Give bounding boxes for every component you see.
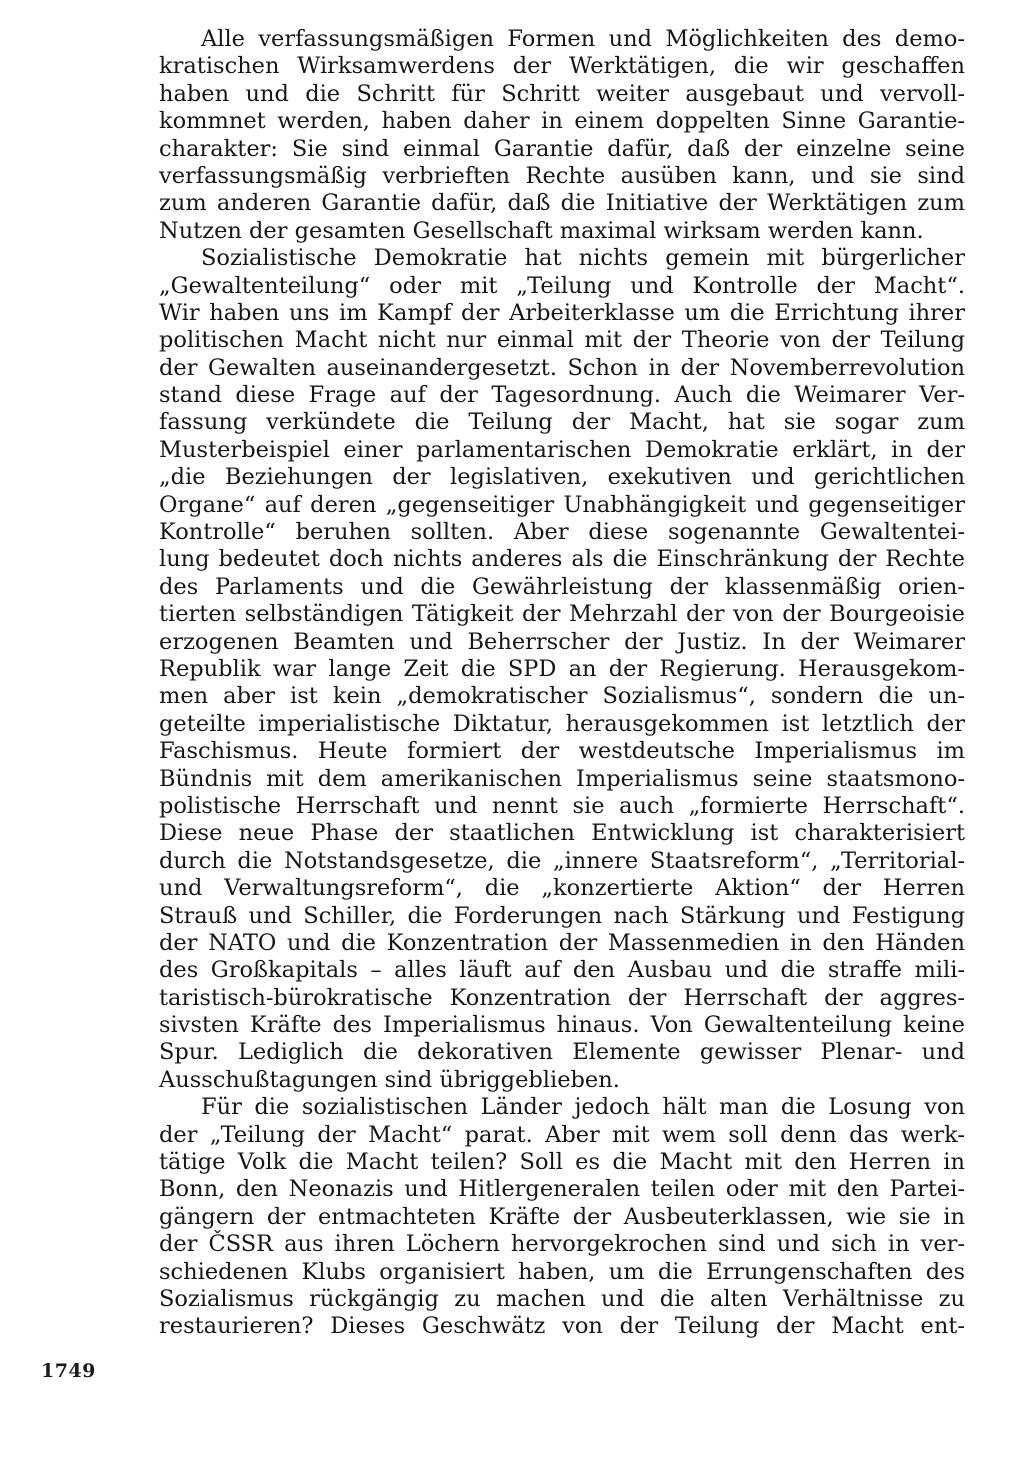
text-line: Sozialistische Demokratie hat nichts gemein mit bürgerlicher xyxy=(201,245,965,272)
text-line: der „Teilung der Macht“ parat. Aber mit wem soll denn das werk- xyxy=(159,1121,965,1148)
text-line: taristisch-bürokratische Konzentration der Herrschaft der aggres- xyxy=(159,984,965,1011)
paragraph-3 xyxy=(159,1094,965,1341)
text-line: geteilte imperialistische Diktatur, herausgekommen ist letztlich der xyxy=(159,710,965,737)
text-line: der Gewalten auseinandergesetzt. Schon in der Novemberrevolution xyxy=(159,354,965,381)
text-line: erzogenen Beamten und Beherrscher der Justiz. In der Weimarer xyxy=(159,628,965,655)
text-line: haben und die Schritt für Schritt weiter ausgebaut und vervoll- xyxy=(159,80,965,107)
text-line: tätige Volk die Macht teilen? Soll es die Macht mit den Herren in xyxy=(159,1149,965,1176)
text-line: polistische Herrschaft und nennt sie auch „formierte Herrschaft“. xyxy=(159,792,965,819)
text-line: Faschismus. Heute formiert der westdeutsche Imperialismus im xyxy=(159,738,965,765)
text-line: des Parlaments und die Gewährleistung der klassenmäßig orien- xyxy=(159,573,965,600)
text-line: sivsten Kräfte des Imperialismus hinaus. Von Gewaltenteilung keine xyxy=(159,1012,965,1039)
text-line: politischen Macht nicht nur einmal mit der Theorie von der Teilung xyxy=(159,327,965,354)
text-line: „die Beziehungen der legislativen, exekutiven und gerichtlichen xyxy=(159,464,965,491)
page-number: 1749 xyxy=(41,1360,96,1382)
body-text xyxy=(159,26,965,1341)
text-line: charakter: Sie sind einmal Garantie dafür, daß der einzelne seine xyxy=(159,135,965,162)
text-line: Spur. Lediglich die dekorativen Elemente gewisser Plenar- und xyxy=(159,1039,965,1066)
text-line: kratischen Wirksamwerdens der Werktätigen, die wir geschaffen xyxy=(159,53,965,80)
text-line: men aber ist kein „demokratischer Sozialismus“, sondern die un- xyxy=(159,683,965,710)
text-line: Wir haben uns im Kampf der Arbeiterklasse um die Errichtung ihrer xyxy=(159,299,965,326)
text-line: Für die sozialistischen Länder jedoch hält man die Losung von xyxy=(201,1094,965,1121)
text-line: Bündnis mit dem amerikanischen Imperialismus seine staatsmono- xyxy=(159,765,965,792)
text-line: Diese neue Phase der staatlichen Entwicklung ist charakterisiert xyxy=(159,820,965,847)
text-line: Musterbeispiel einer parlamentarischen Demokratie erklärt, in der xyxy=(159,436,965,463)
text-line: tierten selbständigen Tätigkeit der Mehrzahl der von der Bourgeoisie xyxy=(159,601,965,628)
text-line: der NATO und die Konzentration der Massenmedien in den Händen xyxy=(159,929,965,956)
text-line: Ausschußtagungen sind übriggeblieben. xyxy=(159,1066,620,1093)
text-line: stand diese Frage auf der Tagesordnung. Auch die Weimarer Ver- xyxy=(159,382,965,409)
text-line: Strauß und Schiller, die Forderungen nach Stärkung und Festigung xyxy=(159,902,965,929)
text-line: schiedenen Klubs organisiert haben, um die Errungenschaften des xyxy=(159,1258,965,1285)
text-line: fassung verkündete die Teilung der Macht, hat sie sogar zum xyxy=(159,409,965,436)
text-line: Sozialismus rückgängig zu machen und die alten Verhältnisse zu xyxy=(159,1285,965,1312)
text-line: Alle verfassungsmäßigen Formen und Möglichkeiten des demo- xyxy=(201,26,965,52)
text-line: des Großkapitals – alles läuft auf den Ausbau und die straffe mili- xyxy=(159,957,965,984)
text-line: Kontrolle“ beruhen sollten. Aber diese sogenannte Gewaltentei- xyxy=(159,519,965,546)
text-line: restaurieren? Dieses Geschwätz von der Teilung der Macht ent- xyxy=(159,1313,965,1340)
text-line: und Verwaltungsreform“, die „konzertierte Aktion“ der Herren xyxy=(159,875,965,902)
text-line: verfassungsmäßig verbrieften Rechte ausüben kann, und sie sind xyxy=(159,162,965,189)
text-line: „Gewaltenteilung“ oder mit „Teilung und Kontrolle der Macht“. xyxy=(159,272,965,299)
text-line: gängern der entmachteten Kräfte der Ausbeuterklassen, wie sie in xyxy=(159,1203,965,1230)
text-line: kommnet werden, haben daher in einem doppelten Sinne Garantie- xyxy=(159,108,965,135)
text-line: Republik war lange Zeit die SPD an der Regierung. Herausgekom- xyxy=(159,655,965,682)
paragraph-2 xyxy=(159,245,965,1094)
text-line: lung bedeutet doch nichts anderes als die Einschränkung der Rechte xyxy=(159,546,965,573)
text-line: durch die Notstandsgesetze, die „innere Staatsreform“, „Territorial- xyxy=(159,847,965,874)
text-line: Organe“ auf deren „gegenseitiger Unabhängigkeit und gegenseitiger xyxy=(159,491,965,518)
text-line: Bonn, den Neonazis und Hitlergeneralen teilen oder mit den Partei- xyxy=(159,1176,965,1203)
text-line: zum anderen Garantie dafür, daß die Initiative der Werktätigen zum xyxy=(159,190,965,217)
text-line: der ČSSR aus ihren Löchern hervorgekrochen sind und sich in ver- xyxy=(159,1231,965,1258)
text-line: Nutzen der gesamten Gesellschaft maximal wirksam werden kann. xyxy=(159,217,924,244)
paragraph-1 xyxy=(159,26,965,245)
